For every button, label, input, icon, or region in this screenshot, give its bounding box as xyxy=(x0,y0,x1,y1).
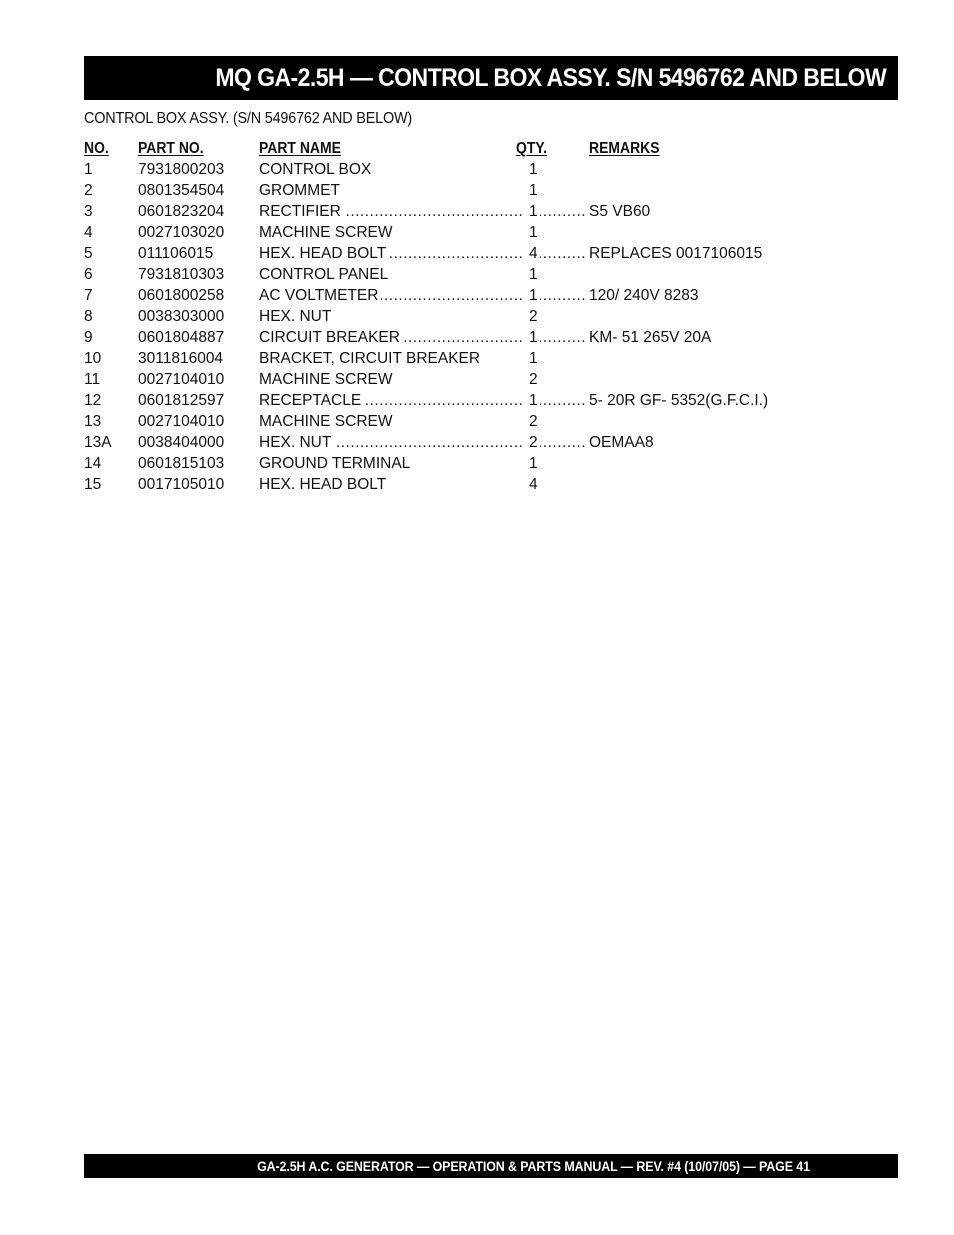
part-number: 011106015 xyxy=(138,245,214,262)
quantity: 1 xyxy=(529,392,538,409)
remarks: OEMAA8 xyxy=(589,434,654,451)
dot-leader xyxy=(538,245,586,263)
item-number: 12 xyxy=(84,392,102,409)
part-name: CONTROL PANEL xyxy=(259,266,391,284)
part-name: RECEPTACLE xyxy=(259,392,364,410)
table-row xyxy=(84,392,804,413)
item-number: 7 xyxy=(84,287,93,304)
table-row xyxy=(84,287,804,308)
quantity: 4 xyxy=(529,476,538,493)
item-number: 1 xyxy=(84,161,93,178)
part-number: 0027104010 xyxy=(138,371,225,388)
item-number: 8 xyxy=(84,308,93,325)
quantity: 1 xyxy=(529,161,538,178)
parts-rows xyxy=(84,161,804,497)
item-number: 2 xyxy=(84,182,93,199)
item-number: 14 xyxy=(84,455,102,472)
part-number: 0038303000 xyxy=(138,308,225,325)
item-number: 13A xyxy=(84,434,112,451)
dot-leader xyxy=(538,392,586,410)
table-row xyxy=(84,455,804,476)
part-number: 0801354504 xyxy=(138,182,225,199)
quantity: 1 xyxy=(529,287,538,304)
header-part-no: PART NO. xyxy=(138,140,204,157)
part-name: CIRCUIT BREAKER xyxy=(259,329,403,347)
part-number: 0601823204 xyxy=(138,203,225,220)
table-row xyxy=(84,350,804,371)
part-number: 3011816004 xyxy=(138,350,224,367)
dot-leader xyxy=(538,287,586,305)
part-number: 0027103020 xyxy=(138,224,225,241)
table-row xyxy=(84,413,804,434)
part-name: MACHINE SCREW xyxy=(259,224,395,242)
quantity: 2 xyxy=(529,413,538,430)
part-name: GROUND TERMINAL xyxy=(259,455,413,473)
table-row xyxy=(84,266,804,287)
quantity: 1 xyxy=(529,224,538,241)
parts-list xyxy=(84,140,804,497)
part-name: HEX. NUT xyxy=(259,434,334,452)
table-row xyxy=(84,245,804,266)
remarks: S5 VB60 xyxy=(589,203,651,220)
footer-bar xyxy=(84,1154,898,1178)
page-title: MQ GA-2.5H — CONTROL BOX ASSY. S/N 5496762 AND BELOW xyxy=(215,63,886,92)
part-name: AC VOLTMETER xyxy=(259,287,381,305)
parts-list-header xyxy=(84,140,804,161)
part-number: 7931800203 xyxy=(138,161,225,178)
quantity: 4 xyxy=(529,245,538,262)
part-name: MACHINE SCREW xyxy=(259,371,395,389)
item-number: 6 xyxy=(84,266,93,283)
footer-text: GA-2.5H A.C. GENERATOR — OPERATION & PARTS MANUAL — REV. #4 (10/07/05) — PAGE 41 xyxy=(257,1158,810,1174)
item-number: 9 xyxy=(84,329,93,346)
page-title-bar xyxy=(84,56,898,100)
part-name: HEX. NUT xyxy=(259,308,334,326)
dot-leader xyxy=(538,203,586,221)
part-number: 0027104010 xyxy=(138,413,225,430)
part-name: HEX. HEAD BOLT xyxy=(259,476,389,494)
part-number: 7931810303 xyxy=(138,266,225,283)
part-name: MACHINE SCREW xyxy=(259,413,395,431)
part-name: RECTIFIER xyxy=(259,203,344,221)
quantity: 1 xyxy=(529,329,538,346)
table-row xyxy=(84,476,804,497)
quantity: 1 xyxy=(529,350,538,367)
header-no: NO. xyxy=(84,140,109,157)
item-number: 5 xyxy=(84,245,93,262)
part-number: 0017105010 xyxy=(138,476,225,493)
item-number: 3 xyxy=(84,203,93,220)
part-name: BRACKET, CIRCUIT BREAKER xyxy=(259,350,483,368)
header-part-name: PART NAME xyxy=(259,140,341,157)
table-row xyxy=(84,203,804,224)
part-number: 0038404000 xyxy=(138,434,225,451)
table-row xyxy=(84,182,804,203)
table-row xyxy=(84,371,804,392)
quantity: 2 xyxy=(529,371,538,388)
part-name: GROMMET xyxy=(259,182,343,200)
quantity: 1 xyxy=(529,203,538,220)
part-number: 0601804887 xyxy=(138,329,225,346)
dot-leader xyxy=(538,329,586,347)
part-number: 0601812597 xyxy=(138,392,225,409)
part-name: HEX. HEAD BOLT xyxy=(259,245,389,263)
part-name: CONTROL BOX xyxy=(259,161,374,179)
part-number: 0601800258 xyxy=(138,287,225,304)
item-number: 11 xyxy=(84,371,101,388)
header-qty: QTY. xyxy=(516,140,548,157)
item-number: 15 xyxy=(84,476,102,493)
quantity: 1 xyxy=(529,182,538,199)
remarks: 120/ 240V 8283 xyxy=(589,287,699,304)
item-number: 4 xyxy=(84,224,93,241)
quantity: 2 xyxy=(529,308,538,325)
header-remarks: REMARKS xyxy=(589,140,660,157)
table-row xyxy=(84,224,804,245)
section-subtitle: CONTROL BOX ASSY. (S/N 5496762 AND BELOW) xyxy=(84,110,413,127)
item-number: 10 xyxy=(84,350,102,367)
table-row xyxy=(84,434,804,455)
remarks: KM- 51 265V 20A xyxy=(589,329,712,346)
quantity: 1 xyxy=(529,455,538,472)
quantity: 2 xyxy=(529,434,538,451)
dot-leader xyxy=(538,434,586,452)
table-row xyxy=(84,161,804,182)
quantity: 1 xyxy=(529,266,538,283)
remarks: REPLACES 0017106015 xyxy=(589,245,763,262)
part-number: 0601815103 xyxy=(138,455,225,472)
item-number: 13 xyxy=(84,413,102,430)
table-row xyxy=(84,308,804,329)
remarks: 5- 20R GF- 5352(G.F.C.I.) xyxy=(589,392,769,409)
table-row xyxy=(84,329,804,350)
